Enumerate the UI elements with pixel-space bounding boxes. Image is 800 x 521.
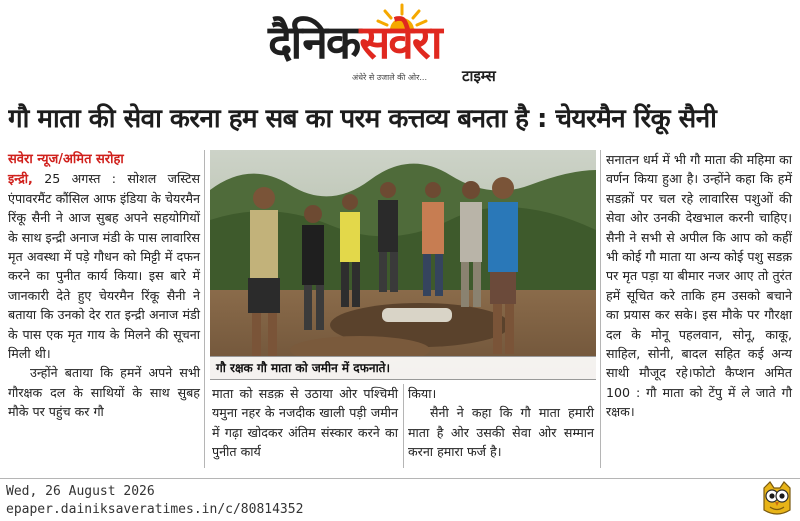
logo-word-savera: सवेरा	[359, 15, 441, 69]
column-divider	[600, 150, 601, 468]
footer-divider	[0, 478, 800, 479]
article-paragraph	[8, 169, 200, 363]
edition-date: Wed, 26 August 2026	[6, 484, 155, 499]
logo-word-dainik: दैनिक	[268, 15, 360, 69]
photo-illustration	[210, 150, 596, 380]
logo-tagline: अंधेरे से उजाले की ओर...	[352, 73, 428, 82]
dateline: इन्द्री,	[8, 171, 33, 187]
article-headline: गौ माता की सेवा करना हम सब का परम कत्तव्य बनता है : चेयरमैन रिंकू सैनी	[8, 104, 717, 134]
article-column-2	[212, 384, 398, 462]
column-divider	[403, 384, 404, 468]
article-paragraph: सनातन धर्म में भी गौ माता की महिमा का वर्णन किया हुआ है। उन्होंने कहा कि हमें सडक़ों पर चल रहे लावारिस पशुओं की सेवा ओर उनकी देखभाल करनी चाहिए। सैनी ने सभी से अपील कि आप को कहीं भी कोई गौ माता या अन्य कोई पशु सडक़ पर मृत पड़ा या बीमार नजर आए तो तुरंत हमें सूचित करे ताकि हम उसको बचाने का प्रयास कर सके। इस मौके पर गौरक्षा दल के मोनू पहलवान, सोनू, काकू, साहिल, सोनी, बादल सहित कई अन्य साथी मौजूद रहे।फोटो कैप्शन अमित 100 : गौ माता को टेंपु में ले जाते गौ रक्षक।	[606, 152, 792, 420]
article-paragraph: माता को सडक़ से उठाया ओर पश्चिमी यमुना नहर के नजदीक खाली पड़ी जमीन में गढ़ा खोदकर अंतिम संस्कार करने का पुनीत कार्य	[212, 386, 398, 460]
owl-icon[interactable]	[760, 480, 794, 518]
article-paragraph: किया।	[408, 386, 437, 401]
newspaper-logo[interactable]	[268, 14, 441, 70]
article-paragraph: उन्होंने बताया कि हमनें अपने सभी गौरक्षक दल के साथियों के साथ सुबह मौके पर पहुंच कर गौ	[8, 365, 200, 420]
masthead	[0, 0, 800, 88]
article-column-4	[606, 150, 792, 422]
paragraph-text: 25 अगस्त : सोशल जस्टिस एंपावरमैंट कौंसिल आफ इंडिया के चेयरमैन रिंकू सैनी ने आज सुबह अपने सहयोगियों के साथ इन्द्री अनाज मंडी के पास लावारिस मृत अवस्था में पड़े गौधन को मिट्टी में दफन करने का पुनीत कार्य किया। इस बारे में जानकारी देते हुए चेयरमैन रिंकू सैनी ने बताया कि उनको देर रात इन्द्री अनाज मंडी के पास एक मृत गाय के मिलने की सूचना मिली थी।	[8, 171, 200, 362]
news-photo[interactable]	[210, 150, 596, 380]
epaper-url[interactable]: epaper.dainiksaveratimes.in/c/80814352	[6, 502, 304, 517]
article-column-1	[8, 150, 200, 422]
byline: सवेरा न्यूज/अमित सरोहा	[8, 152, 124, 167]
article-column-3	[408, 384, 594, 462]
column-divider	[204, 150, 205, 468]
logo-times: टाइम्स	[462, 67, 496, 85]
article-paragraph: सैनी ने कहा कि गौ माता हमारी माता है ओर उसकी सेवा ओर सम्मान करना हमारा फर्ज है।	[408, 405, 594, 460]
photo-caption: गौ रक्षक गौ माता को जमीन में दफनाते।	[210, 356, 596, 380]
